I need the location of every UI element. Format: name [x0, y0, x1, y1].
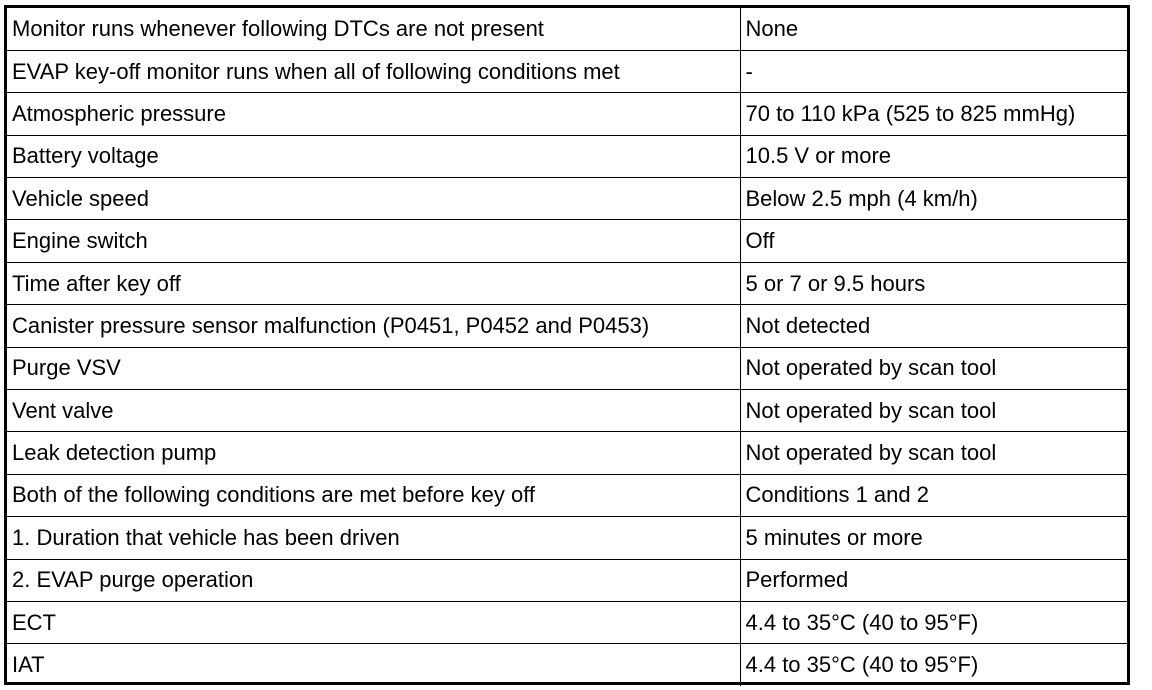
condition-value-cell: Off: [740, 220, 1127, 262]
condition-value-cell: None: [740, 8, 1127, 50]
condition-item-cell: Time after key off: [7, 262, 740, 304]
condition-item-cell: Both of the following conditions are met before key off: [7, 474, 740, 516]
condition-item-cell: Purge VSV: [7, 347, 740, 389]
condition-item-cell: Canister pressure sensor malfunction (P0451, P0452 and P0453): [7, 305, 740, 347]
condition-value-cell: 4.4 to 35°C (40 to 95°F): [740, 644, 1127, 686]
condition-value-cell: Conditions 1 and 2: [740, 474, 1127, 516]
table-row: [7, 8, 1127, 50]
table-row: [7, 390, 1127, 432]
table-row: [7, 347, 1127, 389]
condition-value-cell: Not operated by scan tool: [740, 347, 1127, 389]
table-row: [7, 432, 1127, 474]
condition-item-cell: Vent valve: [7, 390, 740, 432]
table-row: [7, 93, 1127, 135]
monitor-conditions-table: [7, 8, 1127, 686]
condition-value-cell: -: [740, 50, 1127, 92]
table-row: [7, 178, 1127, 220]
condition-item-cell: IAT: [7, 644, 740, 686]
condition-item-cell: 1. Duration that vehicle has been driven: [7, 517, 740, 559]
condition-item-cell: ECT: [7, 601, 740, 643]
table-row: [7, 220, 1127, 262]
table-row: [7, 50, 1127, 92]
conditions-table-frame: [4, 5, 1130, 685]
condition-item-cell: Battery voltage: [7, 135, 740, 177]
condition-value-cell: Not operated by scan tool: [740, 390, 1127, 432]
condition-item-cell: EVAP key-off monitor runs when all of following conditions met: [7, 50, 740, 92]
condition-item-cell: Vehicle speed: [7, 178, 740, 220]
condition-value-cell: Not operated by scan tool: [740, 432, 1127, 474]
condition-item-cell: Monitor runs whenever following DTCs are not present: [7, 8, 740, 50]
condition-value-cell: Below 2.5 mph (4 km/h): [740, 178, 1127, 220]
condition-value-cell: Not detected: [740, 305, 1127, 347]
table-row: [7, 474, 1127, 516]
table-row: [7, 305, 1127, 347]
condition-value-cell: 5 minutes or more: [740, 517, 1127, 559]
table-row: [7, 262, 1127, 304]
table-row: [7, 559, 1127, 601]
condition-value-cell: 4.4 to 35°C (40 to 95°F): [740, 601, 1127, 643]
condition-value-cell: 5 or 7 or 9.5 hours: [740, 262, 1127, 304]
condition-item-cell: 2. EVAP purge operation: [7, 559, 740, 601]
condition-item-cell: Engine switch: [7, 220, 740, 262]
table-row: [7, 601, 1127, 643]
condition-value-cell: Performed: [740, 559, 1127, 601]
table-row: [7, 517, 1127, 559]
condition-item-cell: Atmospheric pressure: [7, 93, 740, 135]
table-row: [7, 644, 1127, 686]
condition-value-cell: 70 to 110 kPa (525 to 825 mmHg): [740, 93, 1127, 135]
condition-value-cell: 10.5 V or more: [740, 135, 1127, 177]
table-row: [7, 135, 1127, 177]
condition-item-cell: Leak detection pump: [7, 432, 740, 474]
